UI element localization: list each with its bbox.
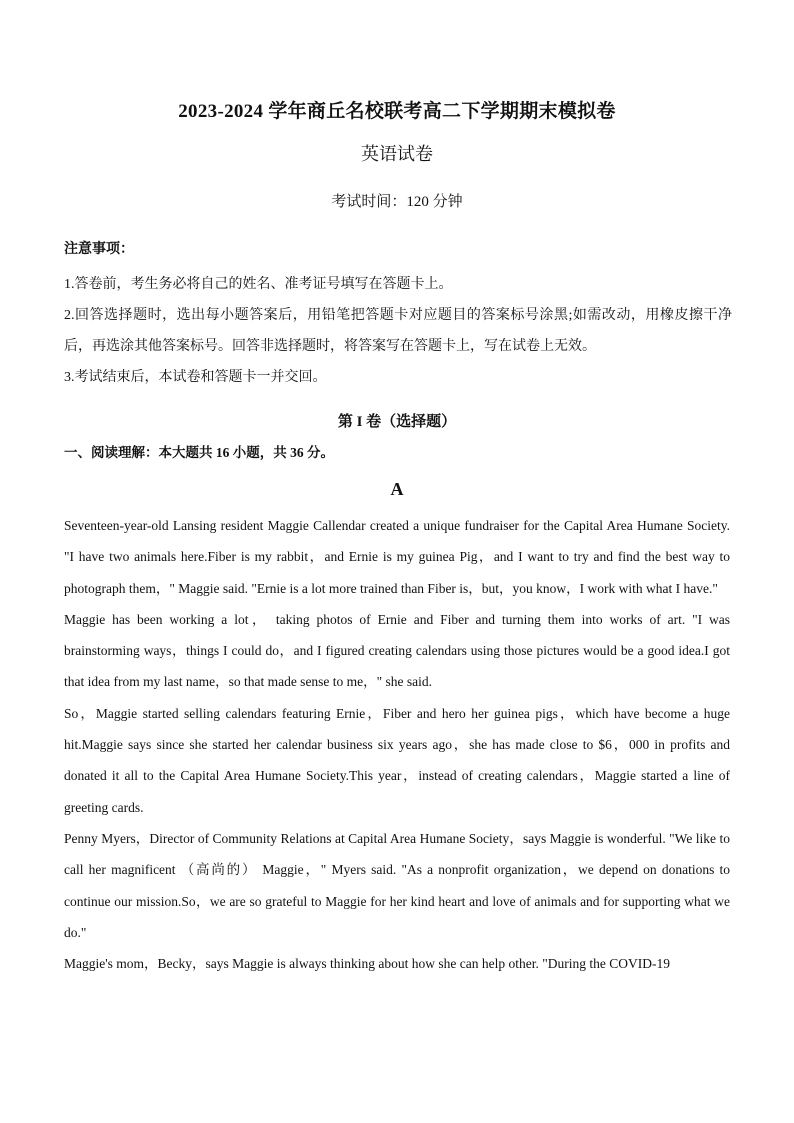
notes-section: [64, 238, 732, 393]
exam-time: 考试时间：120 分钟: [331, 194, 463, 210]
passage-paragraph: Maggie has been working a lot， taking photos of Ernie and Fiber and turning them into works of art. "I was brainstorming ways，things I could do，and I figured creating calendars using those pictures would be a good idea.I got that idea from my last name，so that made sense to me，" she said.: [64, 611, 730, 690]
section-title: 第 I 卷（选择题）: [337, 414, 457, 430]
passage-paragraph: Penny Myers，Director of Community Relations at Capital Area Humane Society，says Maggie is wonderful. "We like to call her magnificent （高尚的） Maggie，" Myers said. "As a nonprofit organization，we depend on donations to continue our mission.So，we are so grateful to Maggie for her kind heart and love of animals and for supporting what we do.": [64, 830, 730, 940]
passage-paragraph: Seventeen-year-old Lansing resident Maggie Callendar created a unique fundraiser for the Capital Area Humane Society. "I have two animals here.Fiber is my rabbit，and Ernie is my guinea Pig，and I want to try and find the best way to photograph them，" Maggie said. "Ernie is a lot more trained than Fiber is，but，you know，I work with what I have.": [64, 518, 730, 596]
passage-paragraph: Maggie's mom，Becky，says Maggie is always thinking about how she can help other. "During the COVID-19: [64, 956, 670, 972]
exam-subtitle: 英语试卷: [361, 144, 433, 164]
passage-body: [64, 510, 730, 979]
notes-item: 1.答卷前，考生务必将自己的姓名、准考证号填写在答题卡上。: [64, 277, 453, 292]
notes-heading: 注意事项：: [64, 242, 134, 257]
notes-item: 3.考试结束后，本试卷和答题卡一并交回。: [64, 370, 327, 385]
exam-title: 2023-2024 学年商丘名校联考高二下学期期末模拟卷: [178, 101, 616, 122]
passage-letter: A: [390, 479, 404, 499]
part-title: 一、阅读理解：本大题共 16 小题，共 36 分。: [64, 445, 334, 460]
notes-item: 2.回答选择题时，选出每小题答案后，用铅笔把答题卡对应题目的答案标号涂黑;如需改动，用橡皮擦干净后，再选涂其他答案标号。回答非选择题时，将答案写在答题卡上，写在试卷上无效。: [64, 308, 732, 354]
passage-paragraph: So，Maggie started selling calendars featuring Ernie，Fiber and hero her guinea pigs，which have become a huge hit.Maggie says since she started her calendar business six years ago，she has made close to $6，000 in profits and donated it all to the Capital Area Humane Society.This year，instead of creating calendars，Maggie started a line of greeting cards.: [64, 705, 730, 815]
